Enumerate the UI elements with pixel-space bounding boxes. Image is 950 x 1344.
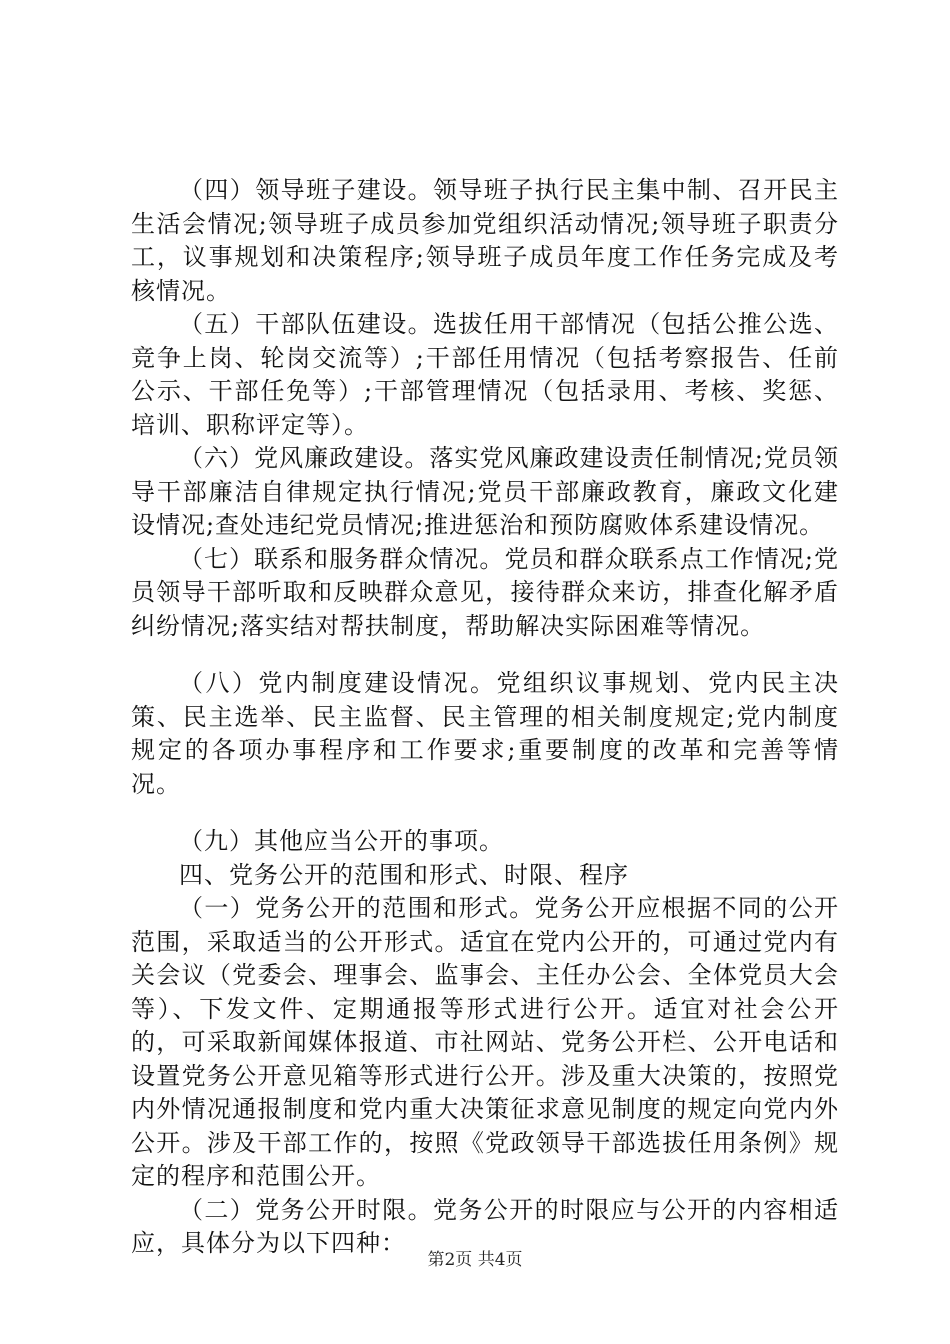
paragraph-cadre-team: （五）干部队伍建设。选拔任用干部情况（包括公推公选、竞争上岗、轮岗交流等）;干部任用情况（包括考察报告、任前公示、干部任免等）;干部管理情况（包括录用、考核、奖惩、培训、职称评定等）。 xyxy=(131,310,839,439)
paragraph-scope-and-form: （一）党务公开的范围和形式。党务公开应根据不同的公开范围，采取适当的公开形式。适宜在党内公开的，可通过党内有关会议（党委会、理事会、监事会、主任办公会、全体党员大会等）、下发文件、定期通报等形式进行公开。适宜对社会公开的，可采取新闻媒体报道、市社网站、党务公开栏、公开电话和设置党务公开意见箱等形式进行公开。涉及重大决策的，按照党内外情况通报制度和党内重大决策征求意见制度的规定向党内外公开。涉及干部工作的，按照《党政领导干部选拔任用条例》规定的程序和范围公开。 xyxy=(131,894,839,1190)
paragraph-serving-masses: （七）联系和服务群众情况。党员和群众联系点工作情况;党员领导干部听取和反映群众意见，接待群众来访，排查化解矛盾纠纷情况;落实结对帮扶制度，帮助解决实际困难等情况。 xyxy=(131,544,839,640)
section-heading: 四、党务公开的范围和形式、时限、程序 xyxy=(179,860,629,889)
paragraph-spacer xyxy=(131,801,839,825)
page-footer: 第2页 共4页 xyxy=(427,1250,523,1270)
paragraph-spacer xyxy=(131,643,839,667)
paragraph-integrity: （六）党风廉政建设。落实党风廉政建设责任制情况;党员领导干部廉洁自律规定执行情况;党员干部廉政教育，廉政文化建设情况;查处违纪党员情况;推进惩治和预防腐败体系建设情况。 xyxy=(131,444,839,539)
paragraph-institution-building: （八）党内制度建设情况。党组织议事规划、党内民主决策、民主选举、民主监督、民主管理的相关制度规定;党内制度规定的各项办事程序和工作要求;重要制度的改革和完善等情况。 xyxy=(131,669,839,798)
paragraph-leadership: （四）领导班子建设。领导班子执行民主集中制、召开民主生活会情况;领导班子成员参加党组织活动情况;领导班子职责分工，议事规划和决策程序;领导班子成员年度工作任务完成及考核情况。 xyxy=(131,176,839,305)
paragraph-time-limit: （二）党务公开时限。党务公开的时限应与公开的内容相适应，具体分为以下四种： xyxy=(131,1195,839,1257)
paragraph-other-matters: （九）其他应当公开的事项。 xyxy=(179,827,504,855)
document-body xyxy=(131,174,839,1261)
